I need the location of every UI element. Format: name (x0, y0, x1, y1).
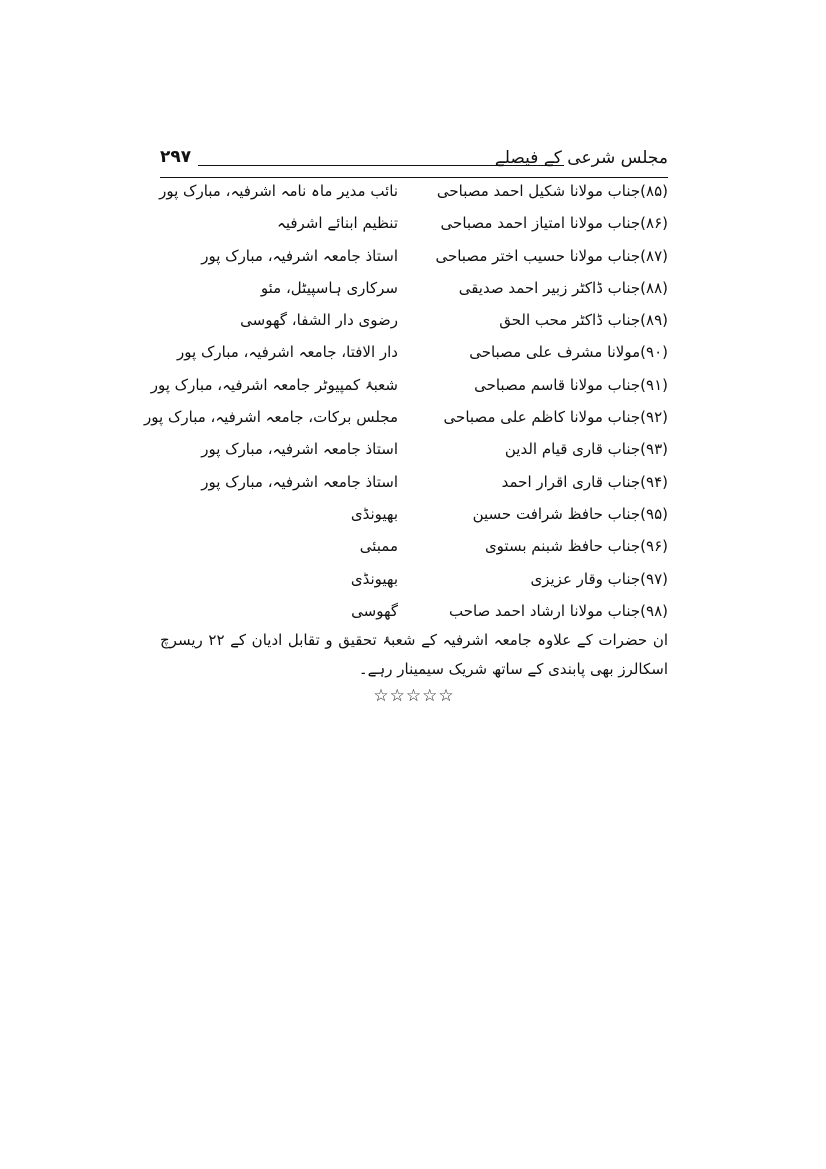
participant-row (160, 468, 668, 500)
participant-row (150, 371, 668, 403)
participant-name: (۹۷)جناب وقار عزیزی (530, 569, 668, 588)
participant-row (160, 177, 668, 209)
participant-affiliation: سرکاری ہاسپیٹل، مئو (260, 278, 398, 297)
participant-row (160, 532, 668, 564)
participant-list (144, 177, 668, 629)
participant-row (160, 274, 668, 306)
participant-affiliation: مجلس برکات، جامعہ اشرفیہ، مبارک پور (144, 408, 398, 427)
participant-name: (۸۶)جناب مولانا امتیاز احمد مصباحی (440, 214, 668, 233)
participant-affiliation: رضوی دار الشفا، گھوسی (240, 311, 398, 330)
section-separator: ☆☆☆☆☆ (373, 686, 455, 706)
participant-affiliation: نائب مدیر ماہ نامہ اشرفیہ، مبارک پور (159, 182, 398, 200)
header-title: مجلس شرعی کے فیصلے (494, 148, 668, 168)
participant-name: (۹۶)جناب حافظ شبنم بستوی (484, 537, 668, 556)
participant-name: (۹۵)جناب حافظ شرافت حسین (472, 504, 668, 523)
participant-affiliation: تنظیم ابنائے اشرفیہ (277, 214, 398, 233)
participant-row (160, 435, 668, 467)
participant-row (160, 500, 668, 532)
participant-row (160, 597, 668, 629)
participant-name: (۸۷)جناب مولانا حسیب اختر مصباحی (435, 246, 668, 265)
participant-name: (۹۸)جناب مولانا ارشاد احمد صاحب (448, 601, 668, 620)
participant-name: (۹۴)جناب قاری اقرار احمد (501, 472, 668, 491)
participant-name: (۸۸)جناب ڈاکٹر زبیر احمد صدیقی (458, 278, 668, 297)
page-number: ۲۹۷ (160, 147, 192, 167)
header-divider (198, 165, 564, 166)
participant-affiliation: بھیونڈی (350, 504, 398, 523)
participant-row (160, 565, 668, 597)
participant-affiliation: شعبۂ کمپیوٹر جامعہ اشرفیہ، مبارک پور (150, 375, 398, 394)
participant-name: (۸۹)جناب ڈاکٹر محب الحق (499, 311, 668, 330)
participant-row (160, 209, 668, 241)
participant-name: (۹۱)جناب مولانا قاسم مصباحی (474, 375, 668, 394)
participant-affiliation: استاذ جامعہ اشرفیہ، مبارک پور (201, 246, 398, 265)
footer-note: ان حضرات کے علاوہ جامعہ اشرفیہ کے شعبۂ تحقیق و تقابل ادیان کے ۲۲ ریسرچ اسکالرز بھی پابندی کے ساتھ شریک سیمینار رہے۔ (160, 631, 669, 678)
participant-affiliation: دار الافتا، جامعہ اشرفیہ، مبارک پور (177, 343, 398, 362)
participant-row (160, 306, 668, 338)
participant-name: (۹۲)جناب مولانا کاظم علی مصباحی (443, 408, 668, 427)
participant-affiliation: استاذ جامعہ اشرفیہ، مبارک پور (201, 472, 398, 491)
participant-affiliation: بھیونڈی (350, 569, 398, 588)
participant-affiliation: استاذ جامعہ اشرفیہ، مبارک پور (201, 440, 398, 459)
participant-row (160, 338, 668, 370)
participant-name: (۸۵)جناب مولانا شکیل احمد مصباحی (436, 182, 668, 200)
participant-name: (۹۳)جناب قاری قیام الدین (504, 440, 668, 459)
participant-name: (۹۰)مولانا مشرف علی مصباحی (469, 343, 668, 362)
participant-affiliation: ممبئی (359, 537, 398, 556)
page-header (160, 147, 668, 177)
participant-row (144, 403, 668, 435)
participant-row (160, 242, 668, 274)
participant-affiliation: گھوسی (351, 601, 398, 620)
